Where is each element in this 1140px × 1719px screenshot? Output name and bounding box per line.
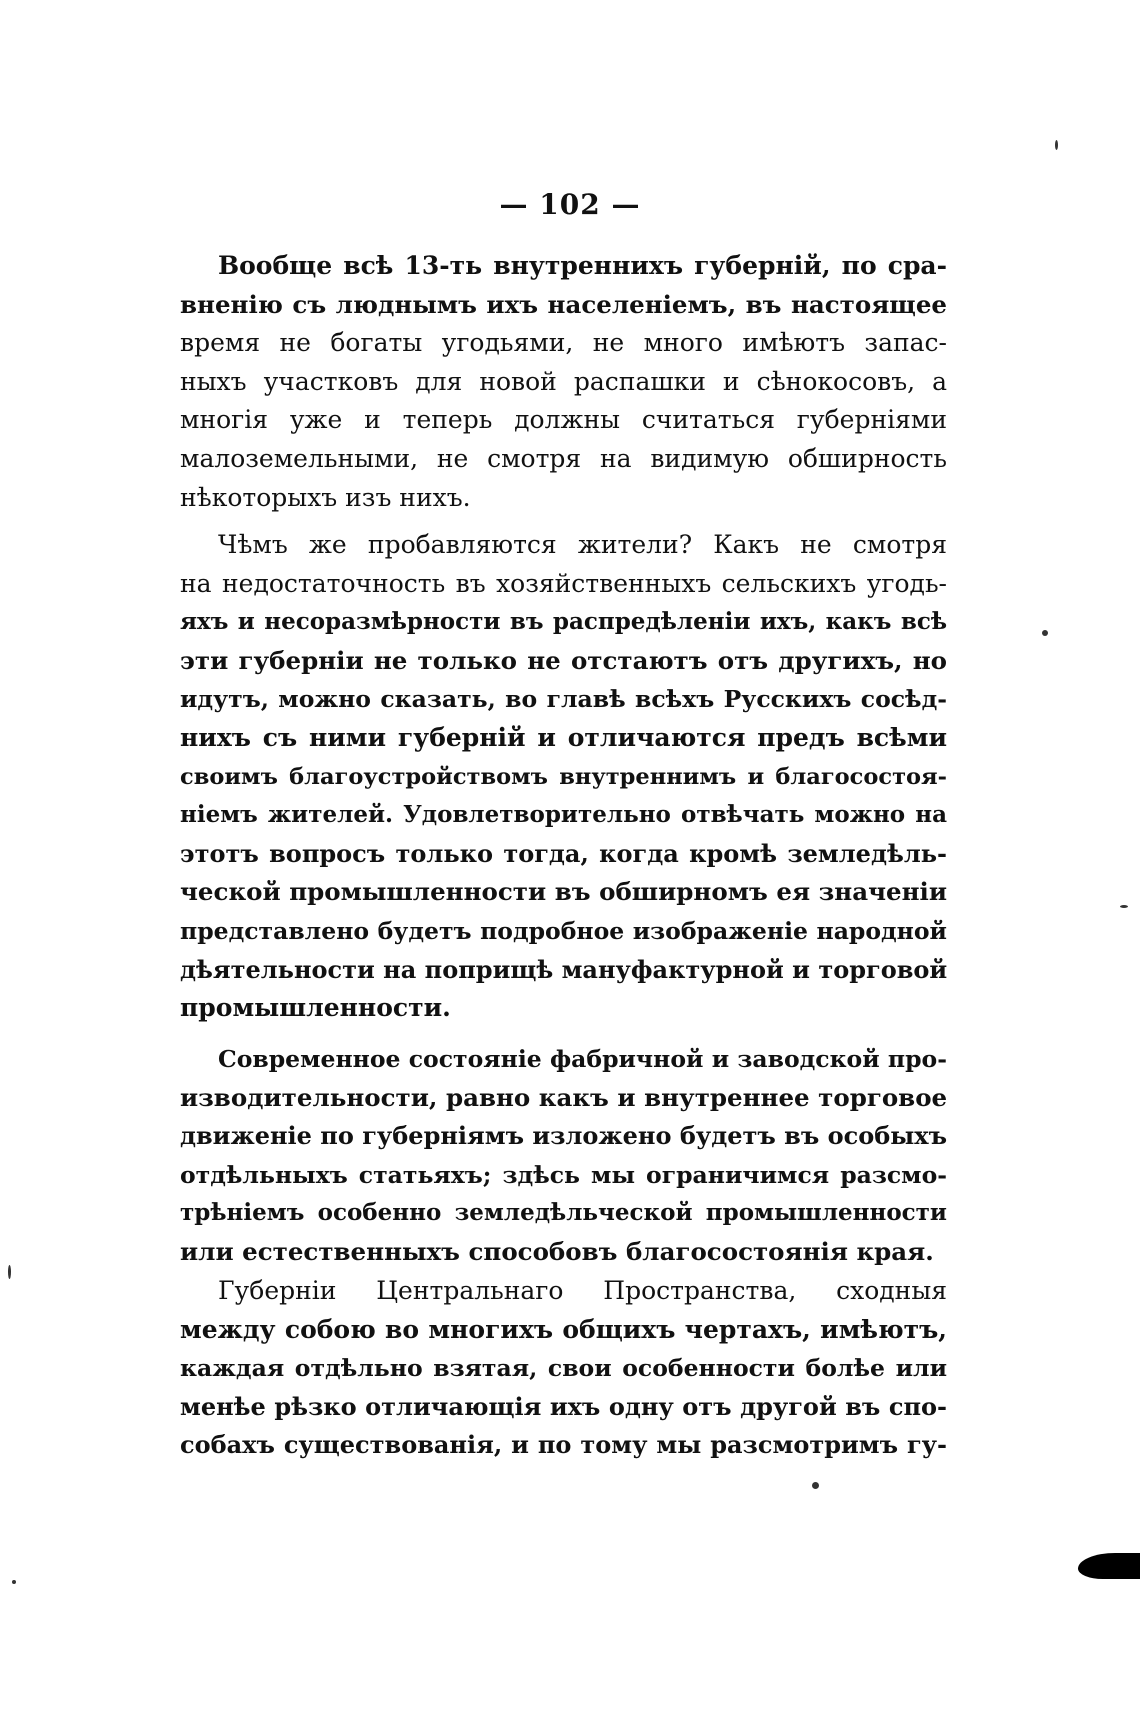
text-line: идутъ, можно сказать, во главѣ всѣхъ Русскихъ сосѣд-: [180, 685, 947, 714]
text-line: вненію съ люднымъ ихъ населеніемъ, въ настоящее: [180, 289, 947, 319]
text-line: Губерніи Центральнаго Пространства, сходныя: [218, 1276, 947, 1305]
paragraph-4: [180, 1272, 947, 1465]
text-line: или естественныхъ способовъ благосостоянія края.: [180, 1236, 934, 1266]
text-line: Современное состояніе фабричной и заводской про-: [218, 1045, 947, 1073]
text-line: эти губерніи не только не отстаютъ отъ другихъ, но: [180, 645, 947, 675]
text-line: промышленности.: [180, 993, 451, 1023]
text-line: изводительности, равно какъ и внутреннее торговое: [180, 1082, 948, 1112]
text-line: нѣкоторыхъ изъ нихъ.: [180, 482, 471, 512]
ink-blot: [1078, 1553, 1140, 1579]
text-line: дѣятельности на поприщѣ мануфактурной и торговой: [180, 954, 948, 984]
text-line: отдѣльныхъ статьяхъ; здѣсь мы ограничимся разсмо-: [180, 1160, 947, 1189]
scan-speck: [1042, 630, 1048, 636]
text-line: Вообще всѣ 13-ть внутреннихъ губерній, по сра-: [218, 251, 947, 280]
text-line: собахъ существованія, и по тому мы разсмотримъ гу-: [180, 1430, 947, 1460]
scan-speck: [1120, 905, 1128, 908]
text-line: между собою во многихъ общихъ чертахъ, имѣютъ,: [180, 1314, 947, 1344]
scan-speck: [812, 1482, 819, 1489]
text-line: представлено будетъ подробное изображеніе народной: [180, 916, 947, 945]
text-line: менѣе рѣзко отличающія ихъ одну отъ другой въ спо-: [180, 1391, 947, 1421]
text-line: трѣніемъ особенно земледѣльческой промышленности: [180, 1199, 947, 1227]
text-line: каждая отдѣльно взятая, свои особенности болѣе или: [180, 1354, 947, 1383]
text-line: многія уже и теперь должны считаться губерніями: [180, 405, 947, 435]
text-line: яхъ и несоразмѣрности въ распредѣленіи ихъ, какъ всѣ: [180, 608, 947, 636]
scan-speck: [1055, 140, 1058, 150]
page-number: — 102 —: [499, 188, 641, 221]
text-line: движеніе по губерніямъ изложено будетъ въ особыхъ: [180, 1121, 947, 1151]
text-line: малоземельными, не смотря на видимую обширность: [180, 443, 947, 473]
text-line: ческой промышленности въ обширномъ ея значеніи: [180, 877, 947, 907]
text-line: время не богаты угодьями, не много имѣютъ запас-: [180, 328, 947, 358]
text-line: ніемъ жителей. Удовлетворительно отвѣчать можно на: [180, 801, 947, 829]
text-line: своимъ благоустройствомъ внутреннимъ и благосостоя-: [180, 763, 947, 790]
text-line: нихъ съ ними губерній и отличаются предъ всѣми: [180, 722, 947, 752]
text-line: на недостаточность въ хозяйственныхъ сельскихъ угодь-: [180, 568, 947, 598]
text-line: этотъ вопросъ только тогда, когда кромѣ земледѣль-: [180, 838, 947, 868]
scan-speck: [8, 1265, 11, 1279]
paragraph-1: [180, 247, 947, 517]
text-line: ныхъ участковъ для новой распашки и сѣнокосовъ, а: [180, 366, 947, 396]
scan-speck: [12, 1580, 16, 1584]
text-line: Чѣмъ же пробавляются жители? Какъ не смотря: [218, 530, 947, 559]
paragraph-2: [180, 526, 947, 1028]
paragraph-3: [180, 1040, 947, 1272]
